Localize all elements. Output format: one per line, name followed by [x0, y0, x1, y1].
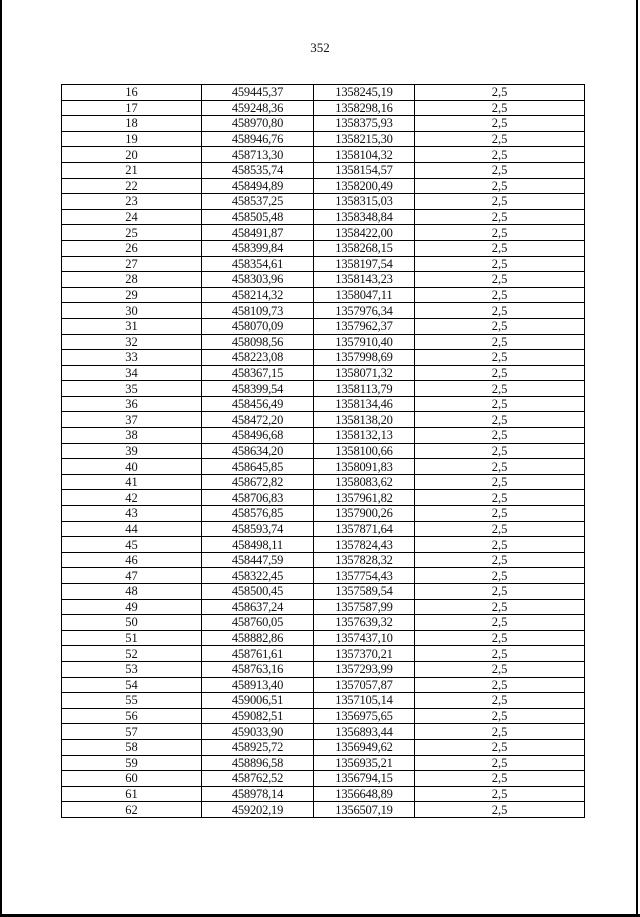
table-row — [62, 162, 585, 178]
table-row — [62, 646, 585, 662]
value-cell: 2,5 — [415, 599, 585, 615]
y-coordinate-cell: 1358071,32 — [314, 365, 415, 381]
point-number-cell: 56 — [62, 708, 202, 724]
x-coordinate-cell: 458496,68 — [202, 428, 314, 444]
table-row — [62, 786, 585, 802]
value-cell: 2,5 — [415, 443, 585, 459]
point-number-cell: 37 — [62, 412, 202, 428]
table-row — [62, 599, 585, 615]
x-coordinate-cell: 458634,20 — [202, 443, 314, 459]
value-cell: 2,5 — [415, 303, 585, 319]
point-number-cell: 29 — [62, 287, 202, 303]
x-coordinate-cell: 458303,96 — [202, 272, 314, 288]
point-number-cell: 21 — [62, 162, 202, 178]
table-row — [62, 724, 585, 740]
value-cell: 2,5 — [415, 240, 585, 256]
y-coordinate-cell: 1356975,65 — [314, 708, 415, 724]
y-coordinate-cell: 1358138,20 — [314, 412, 415, 428]
point-number-cell: 36 — [62, 396, 202, 412]
point-number-cell: 28 — [62, 272, 202, 288]
x-coordinate-cell: 458223,08 — [202, 350, 314, 366]
y-coordinate-cell: 1356949,62 — [314, 739, 415, 755]
y-coordinate-cell: 1357437,10 — [314, 630, 415, 646]
value-cell: 2,5 — [415, 474, 585, 490]
point-number-cell: 44 — [62, 521, 202, 537]
x-coordinate-cell: 458672,82 — [202, 474, 314, 490]
x-coordinate-cell: 458535,74 — [202, 162, 314, 178]
point-number-cell: 45 — [62, 537, 202, 553]
table-row — [62, 708, 585, 724]
table-row — [62, 755, 585, 771]
x-coordinate-cell: 458637,24 — [202, 599, 314, 615]
y-coordinate-cell: 1358134,46 — [314, 396, 415, 412]
value-cell: 2,5 — [415, 693, 585, 709]
table-row — [62, 474, 585, 490]
point-number-cell: 62 — [62, 802, 202, 818]
table-row — [62, 677, 585, 693]
point-number-cell: 61 — [62, 786, 202, 802]
table-row — [62, 771, 585, 787]
point-number-cell: 20 — [62, 147, 202, 163]
point-number-cell: 16 — [62, 85, 202, 101]
y-coordinate-cell: 1358375,93 — [314, 116, 415, 132]
table-row — [62, 365, 585, 381]
scan-border-right — [636, 0, 638, 917]
x-coordinate-cell: 458978,14 — [202, 786, 314, 802]
y-coordinate-cell: 1357370,21 — [314, 646, 415, 662]
y-coordinate-cell: 1357057,87 — [314, 677, 415, 693]
y-coordinate-cell: 1358091,83 — [314, 459, 415, 475]
table-row — [62, 240, 585, 256]
y-coordinate-cell: 1357293,99 — [314, 661, 415, 677]
value-cell: 2,5 — [415, 646, 585, 662]
table-row — [62, 209, 585, 225]
table-row — [62, 459, 585, 475]
value-cell: 2,5 — [415, 568, 585, 584]
y-coordinate-cell: 1357976,34 — [314, 303, 415, 319]
point-number-cell: 35 — [62, 381, 202, 397]
table-row — [62, 412, 585, 428]
y-coordinate-cell: 1357910,40 — [314, 334, 415, 350]
x-coordinate-cell: 459006,51 — [202, 693, 314, 709]
value-cell: 2,5 — [415, 131, 585, 147]
value-cell: 2,5 — [415, 755, 585, 771]
y-coordinate-cell: 1357998,69 — [314, 350, 415, 366]
x-coordinate-cell: 458456,49 — [202, 396, 314, 412]
x-coordinate-cell: 458576,85 — [202, 506, 314, 522]
point-number-cell: 50 — [62, 615, 202, 631]
table-row — [62, 739, 585, 755]
value-cell: 2,5 — [415, 428, 585, 444]
x-coordinate-cell: 459033,90 — [202, 724, 314, 740]
y-coordinate-cell: 1357828,32 — [314, 552, 415, 568]
x-coordinate-cell: 458762,52 — [202, 771, 314, 787]
y-coordinate-cell: 1357589,54 — [314, 584, 415, 600]
table-row — [62, 552, 585, 568]
x-coordinate-cell: 458925,72 — [202, 739, 314, 755]
point-number-cell: 51 — [62, 630, 202, 646]
table-row — [62, 334, 585, 350]
value-cell: 2,5 — [415, 786, 585, 802]
value-cell: 2,5 — [415, 147, 585, 163]
x-coordinate-cell: 458367,15 — [202, 365, 314, 381]
point-number-cell: 38 — [62, 428, 202, 444]
table-row — [62, 693, 585, 709]
point-number-cell: 46 — [62, 552, 202, 568]
y-coordinate-cell: 1357871,64 — [314, 521, 415, 537]
point-number-cell: 60 — [62, 771, 202, 787]
table-row — [62, 100, 585, 116]
y-coordinate-cell: 1358113,79 — [314, 381, 415, 397]
y-coordinate-cell: 1358245,19 — [314, 85, 415, 101]
value-cell: 2,5 — [415, 552, 585, 568]
x-coordinate-cell: 458214,32 — [202, 287, 314, 303]
x-coordinate-cell: 458109,73 — [202, 303, 314, 319]
x-coordinate-cell: 458472,20 — [202, 412, 314, 428]
x-coordinate-cell: 458498,11 — [202, 537, 314, 553]
value-cell: 2,5 — [415, 318, 585, 334]
point-number-cell: 39 — [62, 443, 202, 459]
value-cell: 2,5 — [415, 365, 585, 381]
y-coordinate-cell: 1358104,32 — [314, 147, 415, 163]
y-coordinate-cell: 1358200,49 — [314, 178, 415, 194]
x-coordinate-cell: 459445,37 — [202, 85, 314, 101]
point-number-cell: 27 — [62, 256, 202, 272]
x-coordinate-cell: 458763,16 — [202, 661, 314, 677]
y-coordinate-cell: 1356507,19 — [314, 802, 415, 818]
x-coordinate-cell: 459202,19 — [202, 802, 314, 818]
y-coordinate-cell: 1358132,13 — [314, 428, 415, 444]
x-coordinate-cell: 459082,51 — [202, 708, 314, 724]
table-row — [62, 350, 585, 366]
value-cell: 2,5 — [415, 100, 585, 116]
table-row — [62, 396, 585, 412]
table-row — [62, 194, 585, 210]
table-row — [62, 802, 585, 818]
point-number-cell: 58 — [62, 739, 202, 755]
y-coordinate-cell: 1358315,03 — [314, 194, 415, 210]
point-number-cell: 22 — [62, 178, 202, 194]
y-coordinate-cell: 1358298,16 — [314, 100, 415, 116]
point-number-cell: 34 — [62, 365, 202, 381]
point-number-cell: 33 — [62, 350, 202, 366]
y-coordinate-cell: 1358215,30 — [314, 131, 415, 147]
value-cell: 2,5 — [415, 381, 585, 397]
table-row — [62, 287, 585, 303]
y-coordinate-cell: 1358083,62 — [314, 474, 415, 490]
point-number-cell: 48 — [62, 584, 202, 600]
x-coordinate-cell: 458645,85 — [202, 459, 314, 475]
point-number-cell: 19 — [62, 131, 202, 147]
point-number-cell: 52 — [62, 646, 202, 662]
table-row — [62, 116, 585, 132]
table-row — [62, 584, 585, 600]
y-coordinate-cell: 1356935,21 — [314, 755, 415, 771]
value-cell: 2,5 — [415, 584, 585, 600]
x-coordinate-cell: 458713,30 — [202, 147, 314, 163]
point-number-cell: 23 — [62, 194, 202, 210]
point-number-cell: 31 — [62, 318, 202, 334]
table-row — [62, 147, 585, 163]
y-coordinate-cell: 1358268,15 — [314, 240, 415, 256]
table-row — [62, 568, 585, 584]
x-coordinate-cell: 458593,74 — [202, 521, 314, 537]
value-cell: 2,5 — [415, 178, 585, 194]
table-row — [62, 225, 585, 241]
x-coordinate-cell: 458491,87 — [202, 225, 314, 241]
table-row — [62, 521, 585, 537]
point-number-cell: 54 — [62, 677, 202, 693]
y-coordinate-cell: 1357105,14 — [314, 693, 415, 709]
point-number-cell: 25 — [62, 225, 202, 241]
x-coordinate-cell: 458537,25 — [202, 194, 314, 210]
value-cell: 2,5 — [415, 506, 585, 522]
point-number-cell: 17 — [62, 100, 202, 116]
x-coordinate-cell: 458399,84 — [202, 240, 314, 256]
x-coordinate-cell: 458882,86 — [202, 630, 314, 646]
y-coordinate-cell: 1357962,37 — [314, 318, 415, 334]
value-cell: 2,5 — [415, 771, 585, 787]
y-coordinate-cell: 1358100,66 — [314, 443, 415, 459]
point-number-cell: 24 — [62, 209, 202, 225]
x-coordinate-cell: 459248,36 — [202, 100, 314, 116]
x-coordinate-cell: 458447,59 — [202, 552, 314, 568]
x-coordinate-cell: 458322,45 — [202, 568, 314, 584]
x-coordinate-cell: 458399,54 — [202, 381, 314, 397]
point-number-cell: 53 — [62, 661, 202, 677]
point-number-cell: 55 — [62, 693, 202, 709]
page-number: 352 — [310, 40, 330, 55]
point-number-cell: 26 — [62, 240, 202, 256]
x-coordinate-cell: 458494,89 — [202, 178, 314, 194]
x-coordinate-cell: 458896,58 — [202, 755, 314, 771]
value-cell: 2,5 — [415, 287, 585, 303]
table-row — [62, 318, 585, 334]
value-cell: 2,5 — [415, 272, 585, 288]
x-coordinate-cell: 458760,05 — [202, 615, 314, 631]
y-coordinate-cell: 1357824,43 — [314, 537, 415, 553]
point-number-cell: 32 — [62, 334, 202, 350]
value-cell: 2,5 — [415, 677, 585, 693]
y-coordinate-cell: 1357961,82 — [314, 490, 415, 506]
point-number-cell: 43 — [62, 506, 202, 522]
table-row — [62, 85, 585, 101]
y-coordinate-cell: 1358348,84 — [314, 209, 415, 225]
value-cell: 2,5 — [415, 739, 585, 755]
table-row — [62, 443, 585, 459]
y-coordinate-cell: 1358047,11 — [314, 287, 415, 303]
value-cell: 2,5 — [415, 708, 585, 724]
table-row — [62, 428, 585, 444]
value-cell: 2,5 — [415, 194, 585, 210]
point-number-cell: 41 — [62, 474, 202, 490]
x-coordinate-cell: 458098,56 — [202, 334, 314, 350]
y-coordinate-cell: 1357639,32 — [314, 615, 415, 631]
x-coordinate-cell: 458970,80 — [202, 116, 314, 132]
table-row — [62, 303, 585, 319]
table-row — [62, 630, 585, 646]
value-cell: 2,5 — [415, 459, 585, 475]
value-cell: 2,5 — [415, 412, 585, 428]
table-row — [62, 131, 585, 147]
value-cell: 2,5 — [415, 537, 585, 553]
value-cell: 2,5 — [415, 162, 585, 178]
value-cell: 2,5 — [415, 209, 585, 225]
table-row — [62, 490, 585, 506]
x-coordinate-cell: 458706,83 — [202, 490, 314, 506]
y-coordinate-cell: 1358197,54 — [314, 256, 415, 272]
value-cell: 2,5 — [415, 661, 585, 677]
value-cell: 2,5 — [415, 256, 585, 272]
coordinates-table-body — [62, 85, 585, 818]
point-number-cell: 59 — [62, 755, 202, 771]
y-coordinate-cell: 1356893,44 — [314, 724, 415, 740]
y-coordinate-cell: 1357587,99 — [314, 599, 415, 615]
point-number-cell: 57 — [62, 724, 202, 740]
value-cell: 2,5 — [415, 630, 585, 646]
value-cell: 2,5 — [415, 615, 585, 631]
y-coordinate-cell: 1357754,43 — [314, 568, 415, 584]
value-cell: 2,5 — [415, 350, 585, 366]
x-coordinate-cell: 458761,61 — [202, 646, 314, 662]
table-row — [62, 381, 585, 397]
y-coordinate-cell: 1358154,57 — [314, 162, 415, 178]
value-cell: 2,5 — [415, 334, 585, 350]
point-number-cell: 30 — [62, 303, 202, 319]
table-row — [62, 537, 585, 553]
table-row — [62, 615, 585, 631]
value-cell: 2,5 — [415, 116, 585, 132]
scan-border-left — [0, 0, 2, 917]
point-number-cell: 49 — [62, 599, 202, 615]
y-coordinate-cell: 1356794,15 — [314, 771, 415, 787]
x-coordinate-cell: 458913,40 — [202, 677, 314, 693]
value-cell: 2,5 — [415, 521, 585, 537]
x-coordinate-cell: 458500,45 — [202, 584, 314, 600]
value-cell: 2,5 — [415, 802, 585, 818]
x-coordinate-cell: 458505,48 — [202, 209, 314, 225]
table-row — [62, 256, 585, 272]
value-cell: 2,5 — [415, 490, 585, 506]
point-number-cell: 40 — [62, 459, 202, 475]
table-row — [62, 272, 585, 288]
x-coordinate-cell: 458070,09 — [202, 318, 314, 334]
point-number-cell: 18 — [62, 116, 202, 132]
y-coordinate-cell: 1356648,89 — [314, 786, 415, 802]
y-coordinate-cell: 1357900,26 — [314, 506, 415, 522]
x-coordinate-cell: 458946,76 — [202, 131, 314, 147]
table-row — [62, 506, 585, 522]
point-number-cell: 42 — [62, 490, 202, 506]
value-cell: 2,5 — [415, 724, 585, 740]
x-coordinate-cell: 458354,61 — [202, 256, 314, 272]
table-row — [62, 661, 585, 677]
coordinates-table — [61, 84, 585, 818]
y-coordinate-cell: 1358143,23 — [314, 272, 415, 288]
value-cell: 2,5 — [415, 225, 585, 241]
y-coordinate-cell: 1358422,00 — [314, 225, 415, 241]
value-cell: 2,5 — [415, 396, 585, 412]
point-number-cell: 47 — [62, 568, 202, 584]
value-cell: 2,5 — [415, 85, 585, 101]
table-row — [62, 178, 585, 194]
